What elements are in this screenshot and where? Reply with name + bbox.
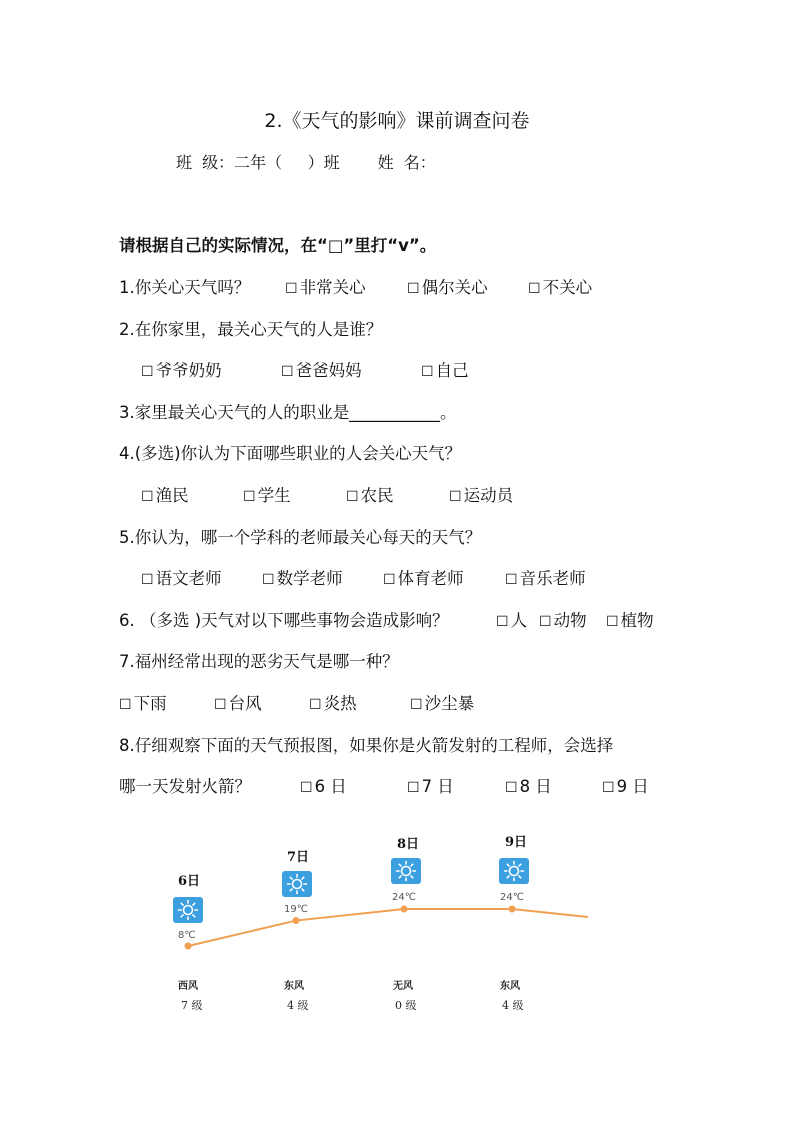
option-label: 语文老师	[155, 569, 222, 588]
wind-direction: 无风	[393, 981, 413, 992]
q8-option-2[interactable]	[407, 773, 454, 797]
q1-option-3[interactable]	[528, 274, 592, 298]
checkbox-icon[interactable]: ☐	[214, 697, 227, 713]
option-label: 炎热	[323, 694, 357, 713]
option-label: 人	[510, 611, 528, 630]
question-8-text-line1: 8.仔细观察下面的天气预报图，如果你是火箭发射的工程师，会选择	[119, 736, 614, 755]
question-4-text: 4.(多选)你认为下面哪些职业的人会关心天气？	[119, 444, 462, 463]
option-label: 农民	[360, 486, 394, 505]
option-label: 音乐老师	[519, 569, 586, 588]
checkbox-icon[interactable]: ☐	[421, 364, 434, 380]
q2-option-3[interactable]	[421, 357, 469, 381]
option-label: 沙尘暴	[424, 694, 475, 713]
option-label: 体育老师	[397, 569, 464, 588]
checkbox-icon[interactable]: ☐	[383, 572, 396, 588]
checkbox-icon[interactable]: ☐	[141, 364, 154, 380]
q6-option-3[interactable]	[606, 607, 654, 631]
temperature-label: 24℃	[392, 892, 416, 903]
q7-option-3[interactable]	[309, 690, 357, 714]
question-1	[119, 274, 250, 298]
checkbox-icon[interactable]: ☐	[505, 780, 518, 796]
checkbox-icon[interactable]: ☐	[539, 614, 552, 630]
day-label: 7日	[287, 850, 310, 865]
question-2-text: 2.在你家里，最关心天气的人是谁？	[119, 320, 383, 339]
option-label: 6 日	[314, 777, 347, 796]
q4-option-1[interactable]	[141, 482, 189, 506]
q2-option-2[interactable]	[281, 357, 362, 381]
q7-option-1[interactable]	[119, 690, 167, 714]
q2-option-1[interactable]	[141, 357, 222, 381]
day-label: 9日	[505, 835, 528, 850]
q7-option-4[interactable]	[410, 690, 474, 714]
checkbox-icon[interactable]: ☐	[309, 697, 322, 713]
wind-level: 4 级	[287, 999, 309, 1012]
option-label: 非常关心	[299, 278, 366, 297]
q5-option-4[interactable]	[505, 565, 586, 589]
instruction: 请根据自己的实际情况，在“□”里打“v”。	[119, 236, 437, 255]
q4-option-4[interactable]	[449, 482, 513, 506]
wind-level: 7 级	[181, 999, 203, 1012]
q8-option-4[interactable]	[602, 773, 649, 797]
question-7-text: 7.福州经常出现的恶劣天气是哪一种？	[119, 652, 399, 671]
q8-option-1[interactable]	[300, 773, 347, 797]
page-title: 2.《天气的影响》课前调查问卷	[264, 110, 530, 132]
question-3-text[interactable]: 3.家里最关心天气的人的职业是___________。	[119, 403, 457, 422]
temperature-point	[185, 943, 192, 950]
q5-option-2[interactable]	[262, 565, 343, 589]
sun-icon	[499, 858, 529, 884]
wind-direction: 西风	[178, 981, 198, 992]
temperature-line-tail	[512, 909, 588, 917]
q1-option-2[interactable]	[407, 274, 488, 298]
q8-option-3[interactable]	[505, 773, 552, 797]
checkbox-icon[interactable]: ☐	[141, 572, 154, 588]
checkbox-icon[interactable]: ☐	[281, 364, 294, 380]
temperature-line	[188, 909, 512, 946]
checkbox-icon[interactable]: ☐	[505, 572, 518, 588]
q7-option-2[interactable]	[214, 690, 262, 714]
checkbox-icon[interactable]: ☐	[407, 281, 420, 297]
q1-option-1[interactable]	[285, 274, 366, 298]
checkbox-icon[interactable]: ☐	[496, 614, 509, 630]
option-label: 爸爸妈妈	[295, 361, 362, 380]
checkbox-icon[interactable]: ☐	[449, 489, 462, 505]
sun-icon	[391, 858, 421, 884]
temperature-point	[509, 906, 516, 913]
wind-direction: 东风	[284, 981, 304, 992]
checkbox-icon[interactable]: ☐	[528, 281, 541, 297]
question-8-text-line2: 哪一天发射火箭？	[119, 777, 251, 796]
question-6-text: 6. （多选 )天气对以下哪些事物会造成影响？	[119, 611, 449, 630]
option-label: 动物	[553, 611, 587, 630]
sun-icon	[173, 897, 203, 923]
wind-level: 0 级	[395, 999, 417, 1012]
q4-option-3[interactable]	[346, 482, 394, 506]
temperature-label: 8℃	[178, 930, 196, 941]
wind-direction: 东风	[500, 981, 520, 992]
temperature-label: 19℃	[284, 904, 308, 915]
checkbox-icon[interactable]: ☐	[602, 780, 615, 796]
sun-icon	[282, 871, 312, 897]
question-5-text: 5.你认为，哪一个学科的老师最关心每天的天气？	[119, 528, 482, 547]
day-label: 6日	[178, 874, 201, 889]
day-label: 8日	[397, 837, 420, 852]
temperature-point	[293, 917, 300, 924]
option-label: 下雨	[133, 694, 167, 713]
option-label: 台风	[228, 694, 262, 713]
checkbox-icon[interactable]: ☐	[606, 614, 619, 630]
option-label: 渔民	[155, 486, 189, 505]
option-label: 学生	[257, 486, 291, 505]
class-label: 班 级：二年（ ）班	[176, 153, 340, 172]
temperature-point	[401, 906, 408, 913]
option-label: 9 日	[616, 777, 649, 796]
q6-option-1[interactable]	[496, 607, 527, 631]
wind-level: 4 级	[502, 999, 524, 1012]
checkbox-icon[interactable]: ☐	[407, 780, 420, 796]
checkbox-icon[interactable]: ☐	[410, 697, 423, 713]
option-label: 爷爷奶奶	[155, 361, 222, 380]
checkbox-icon[interactable]: ☐	[285, 281, 298, 297]
q5-option-1[interactable]	[141, 565, 222, 589]
option-label: 偶尔关心	[421, 278, 488, 297]
option-label: 8 日	[519, 777, 552, 796]
option-label: 自己	[435, 361, 469, 380]
option-label: 数学老师	[276, 569, 343, 588]
question-1-text: 1.你关心天气吗？	[119, 278, 251, 297]
q4-option-2[interactable]	[243, 482, 291, 506]
checkbox-icon[interactable]: ☐	[141, 489, 154, 505]
option-label: 植物	[620, 611, 654, 630]
class-name-line	[176, 150, 436, 173]
option-label: 不关心	[542, 278, 593, 297]
name-label: 姓 名：	[377, 153, 436, 172]
checkbox-icon[interactable]: ☐	[300, 780, 313, 796]
option-label: 运动员	[463, 486, 514, 505]
checkbox-icon[interactable]: ☐	[243, 489, 256, 505]
checkbox-icon[interactable]: ☐	[119, 697, 132, 713]
option-label: 7 日	[421, 777, 454, 796]
checkbox-icon[interactable]: ☐	[346, 489, 359, 505]
q6-option-2[interactable]	[539, 607, 587, 631]
q5-option-3[interactable]	[383, 565, 464, 589]
checkbox-icon[interactable]: ☐	[262, 572, 275, 588]
temperature-label: 24℃	[500, 892, 524, 903]
